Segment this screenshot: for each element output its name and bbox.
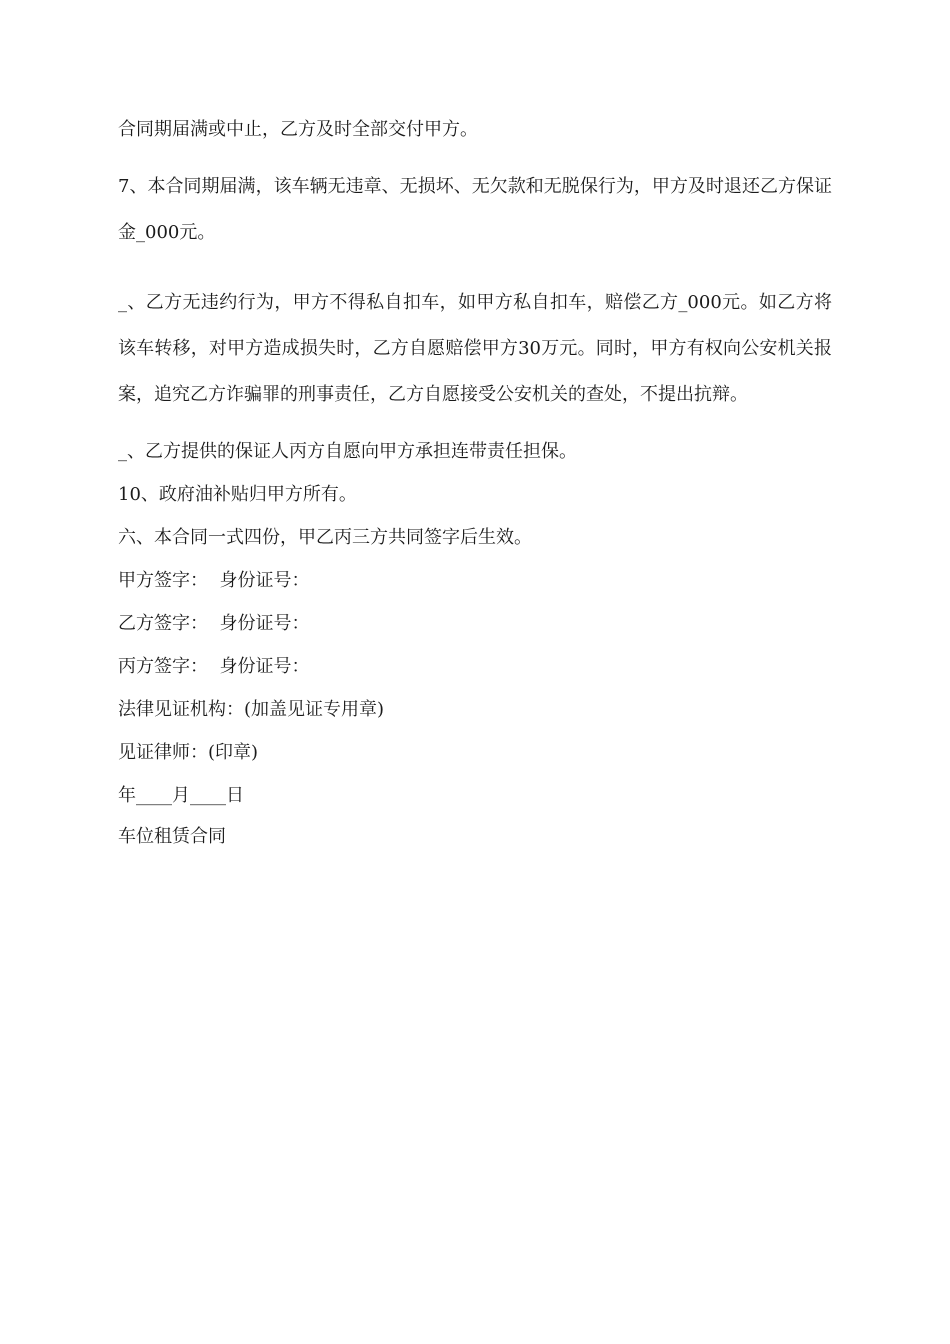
paragraph-no-breach-clause: _、乙方无违约行为，甲方不得私自扣车，如甲方私自扣车，赔偿乙方_000元。如乙方将该车转移，对甲方造成损失时，乙方自愿赔偿甲方30万元。同时，甲方有权向公安机关报案，追究乙方诈骗罪的刑事责任，乙方自愿接受公安机关的查处，不提出抗辩。 [118, 292, 832, 405]
witness-lawyer: 见证律师：(印章) [118, 742, 259, 763]
document-body [118, 120, 832, 847]
paragraph-clause-7: 7、本合同期届满，该车辆无违章、无损坏、无欠款和无脱保行为，甲方及时退还乙方保证金_000元。 [118, 176, 832, 243]
footer-title: 车位租赁合同 [118, 826, 226, 847]
signature-party-a: 甲方签字： 身份证号： [118, 570, 310, 591]
paragraph-copies-clause: 六、本合同一式四份，甲乙丙三方共同签字后生效。 [118, 527, 532, 548]
date-line: 年____月____日 [118, 785, 244, 806]
paragraph-delivery-clause: 合同期届满或中止，乙方及时全部交付甲方。 [118, 119, 478, 140]
paragraph-guarantor-clause: _、乙方提供的保证人丙方自愿向甲方承担连带责任担保。 [118, 441, 577, 462]
witness-organization: 法律见证机构：(加盖见证专用章) [118, 699, 385, 720]
signature-party-c: 丙方签字： 身份证号： [118, 656, 310, 677]
paragraph-clause-10: 10、政府油补贴归甲方所有。 [118, 484, 357, 505]
signature-party-b: 乙方签字： 身份证号： [118, 613, 310, 634]
